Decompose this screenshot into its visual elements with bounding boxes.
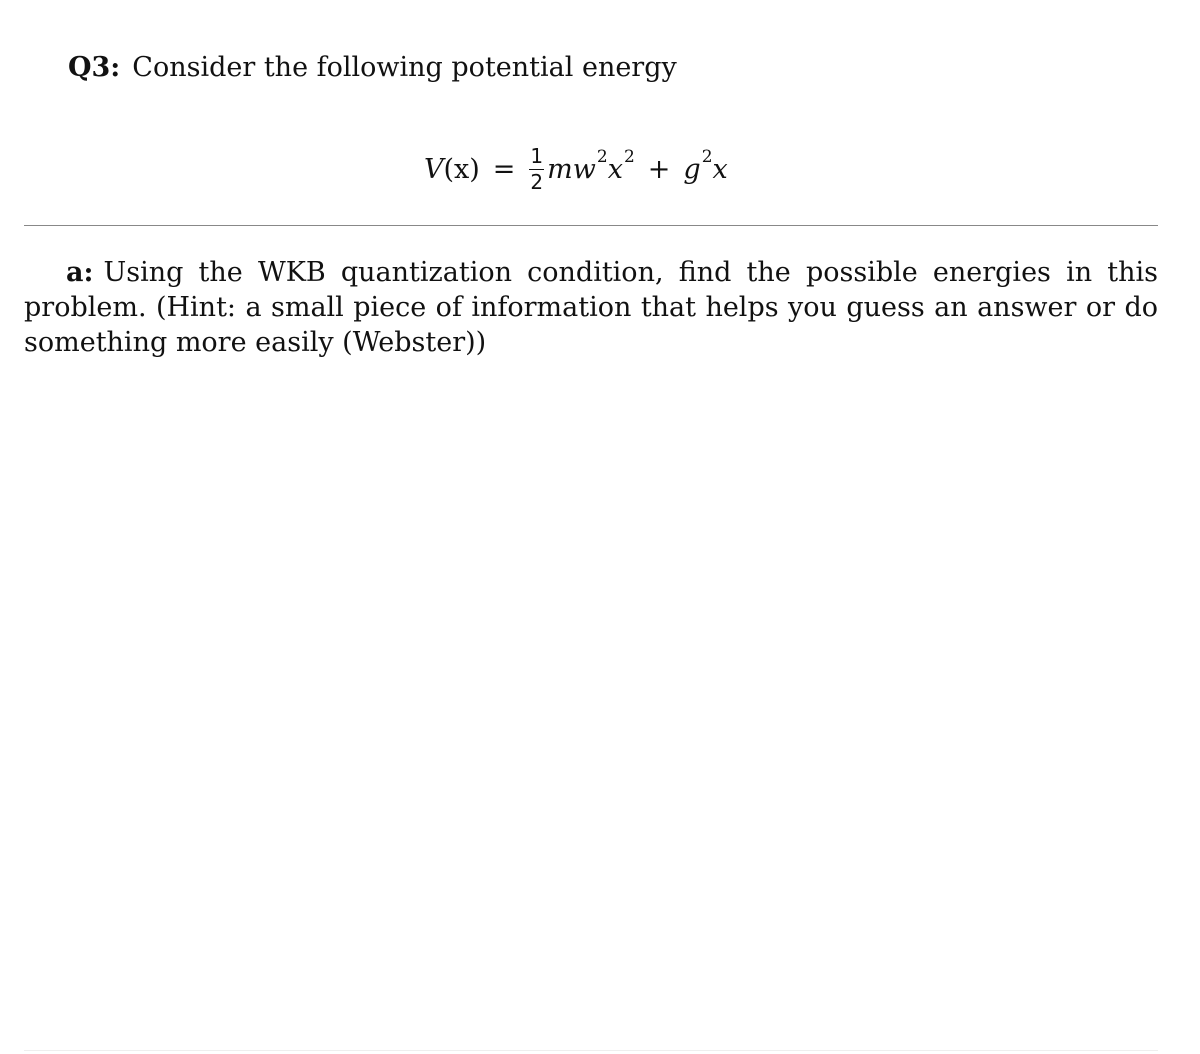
- eq-x-linear: x: [712, 153, 728, 185]
- eq-w-exponent: 2: [596, 147, 608, 167]
- part-a: [24, 255, 1158, 360]
- eq-g: g: [683, 153, 701, 185]
- eq-frac-denominator: 2: [530, 170, 544, 194]
- eq-g-exponent: 2: [701, 147, 713, 167]
- question-text: Consider the following potential energy: [132, 52, 677, 83]
- eq-x-exponent: 2: [623, 147, 635, 167]
- part-a-label: a:: [66, 257, 94, 288]
- eq-lhs-symbol: V: [424, 153, 444, 185]
- eq-frac-numerator: 1: [530, 144, 544, 168]
- eq-x: x: [607, 153, 623, 185]
- eq-plus: +: [647, 153, 671, 185]
- potential-equation: [424, 136, 728, 202]
- eq-lhs-arg: (x): [443, 153, 480, 185]
- eq-w: w: [572, 153, 596, 185]
- eq-m: m: [547, 153, 573, 185]
- part-a-text: Using the WKB quantization condition, find the possible energies in this problem. (Hint: a small piece of information that helps you guess an answer or do something more easily (Webster)): [24, 257, 1158, 358]
- horizontal-divider: [24, 225, 1158, 226]
- bottom-divider: [24, 1050, 1158, 1051]
- question-heading: [68, 50, 677, 86]
- eq-equals: =: [492, 153, 516, 185]
- question-label: Q3:: [68, 52, 121, 83]
- eq-fraction: [528, 146, 545, 192]
